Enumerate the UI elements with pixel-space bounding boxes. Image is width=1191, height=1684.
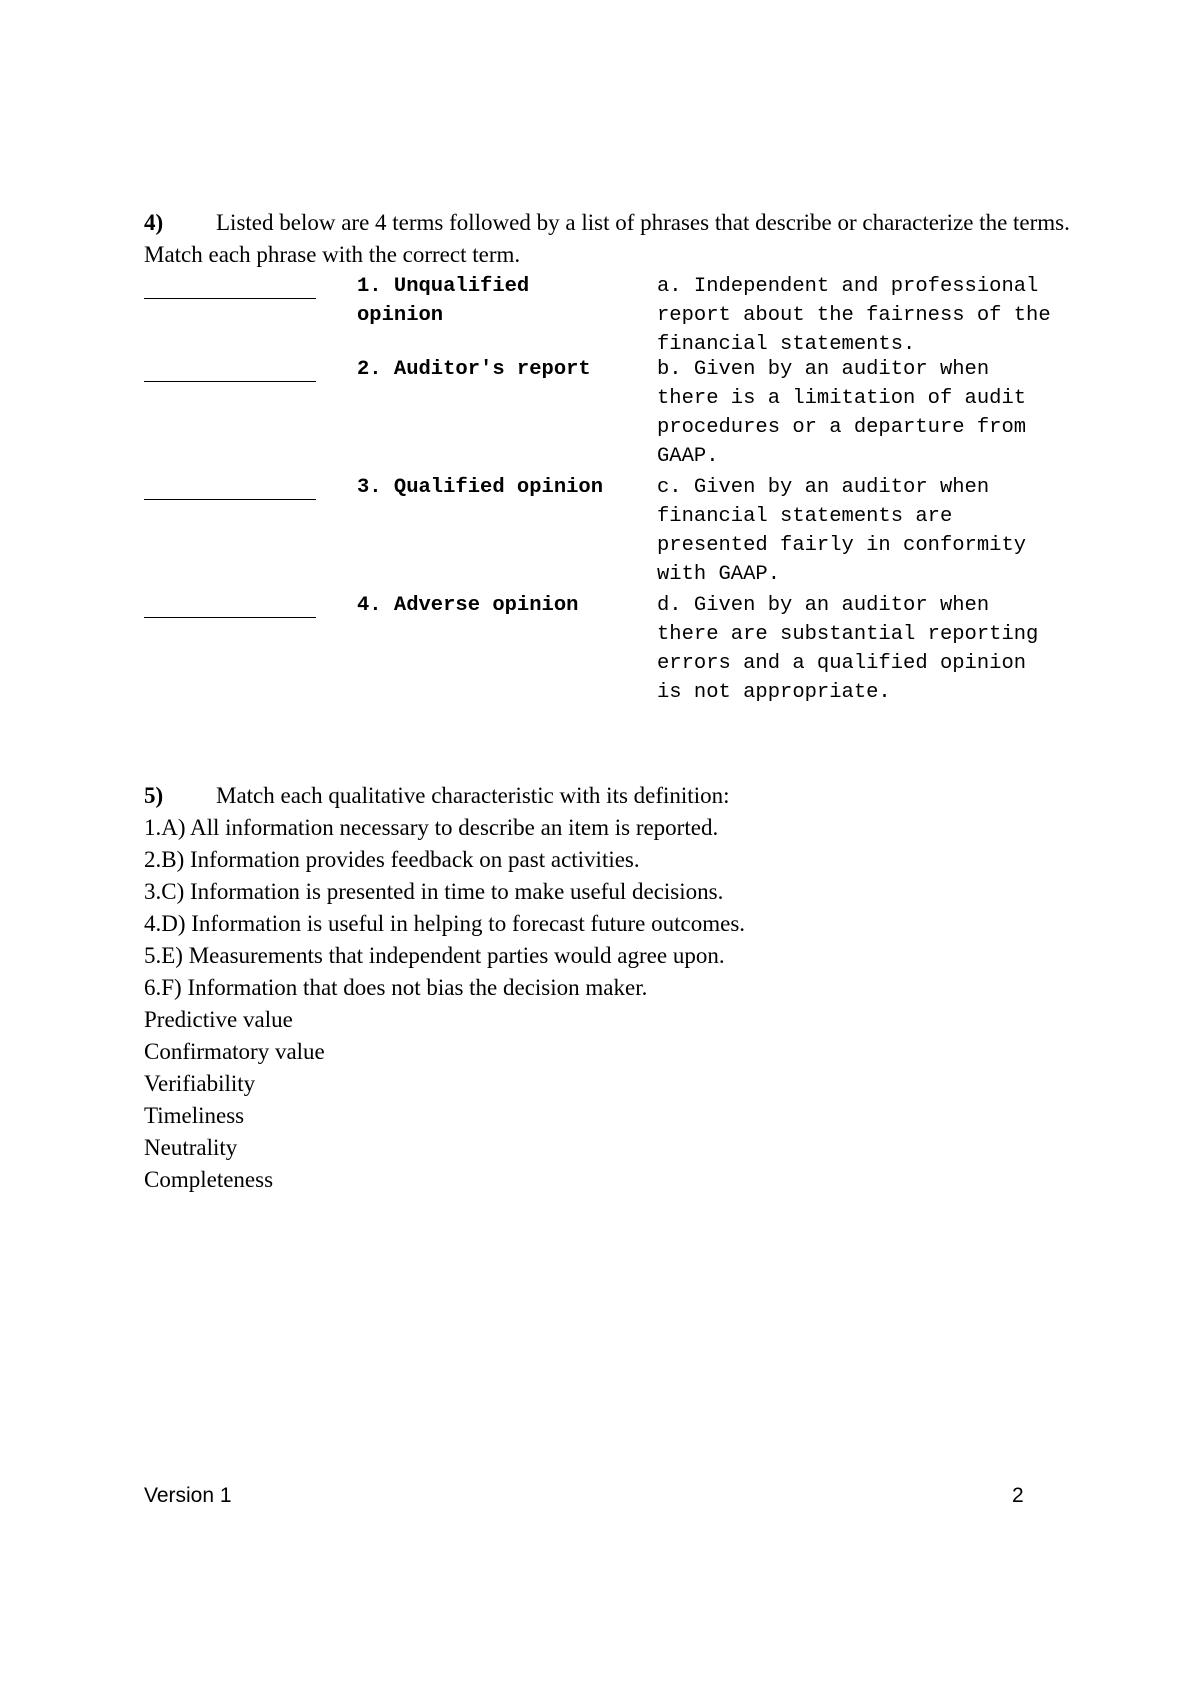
term: 4. Adverse opinion [357,594,579,617]
question-5-text: Match each qualitative characteristic with its definition: [216,783,730,808]
term: 1. Unqualified opinion [357,275,530,327]
answer-blank[interactable] [144,591,316,618]
characteristic-item: Timeliness [144,1103,245,1128]
term: 3. Qualified opinion [357,476,604,499]
definition-item: 1.A) All information necessary to describe an item is reported. [144,815,719,840]
answer-blank[interactable] [144,473,316,500]
question-4-text: Listed below are 4 terms followed by a list of phrases that describe or characterize the terms. Match each phrase with the correct term. [144,210,1070,267]
term: 2. Auditor's report [357,358,591,381]
definition-item: 2.B) Information provides feedback on past activities. [144,847,640,872]
question-5-number: 5) [144,783,164,808]
description: c. Given by an auditor when financial statements are presented fairly in conformity with GAAP. [657,476,1027,586]
characteristic-item: Completeness [144,1167,274,1192]
answer-blank[interactable] [144,272,316,299]
question-4-number: 4) [144,210,164,235]
definition-item: 6.F) Information that does not bias the decision maker. [144,975,648,1000]
characteristic-item: Confirmatory value [144,1039,325,1064]
footer-page-number: 2 [1012,1484,1024,1507]
question-5 [144,780,1084,1196]
description: b. Given by an auditor when there is a limitation of audit procedures or a departure from GAAP. [657,358,1027,468]
question-4-prompt [144,207,1084,271]
definition-item: 5.E) Measurements that independent parties would agree upon. [144,943,725,968]
characteristic-item: Neutrality [144,1135,238,1160]
footer-version: Version 1 [144,1484,232,1507]
description: a. Independent and professional report about the fairness of the financial statements. [657,275,1051,356]
description: d. Given by an auditor when there are substantial reporting errors and a qualified opinion is not appropriate. [657,594,1039,704]
answer-blank[interactable] [144,355,316,382]
question-4 [144,207,1084,271]
definition-item: 4.D) Information is useful in helping to forecast future outcomes. [144,911,746,936]
definition-item: 3.C) Information is presented in time to make useful decisions. [144,879,724,904]
characteristic-item: Verifiability [144,1071,256,1096]
characteristic-item: Predictive value [144,1007,293,1032]
question-5-prompt [144,780,1084,812]
